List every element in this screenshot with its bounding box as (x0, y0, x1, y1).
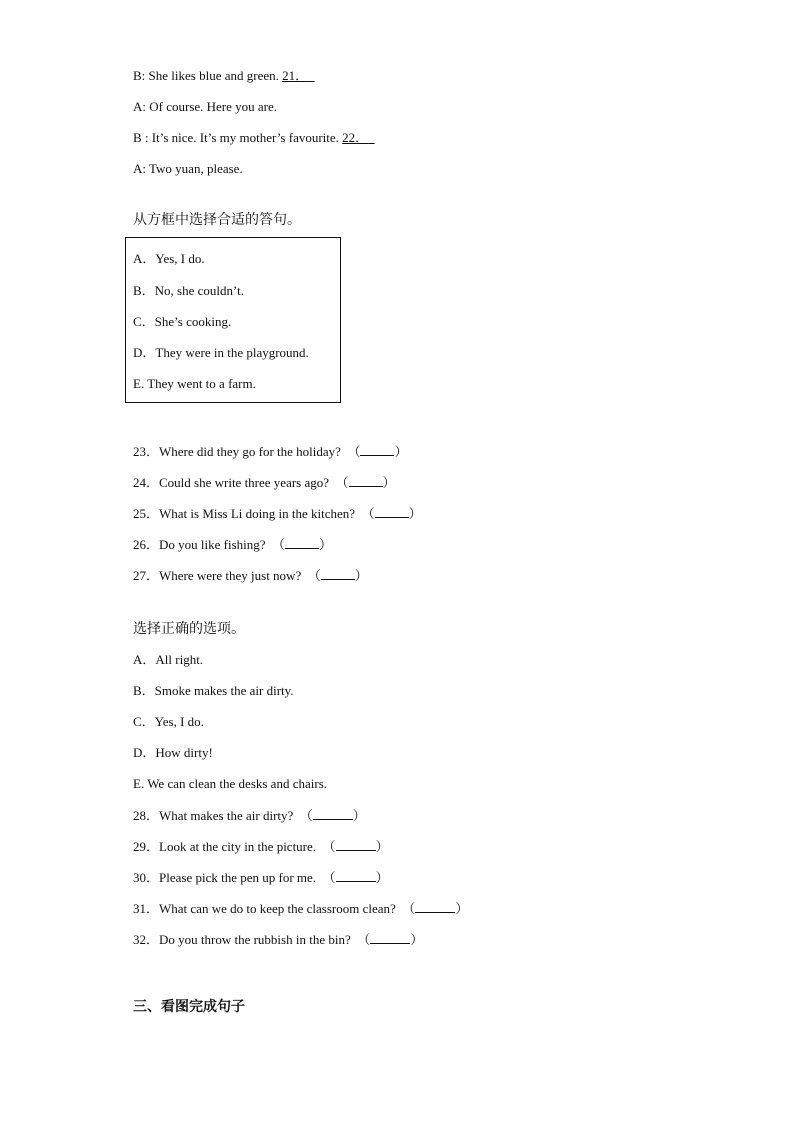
answer-blank-25[interactable] (375, 506, 409, 518)
dialogue-text: B: She likes blue and green. (133, 68, 283, 83)
option-a: A．All right. (133, 652, 204, 667)
answer-blank-28[interactable] (313, 808, 353, 820)
question-25: 25．What is Miss Li doing in the kitchen? （ ） (133, 506, 422, 521)
question-label: 25．What is Miss Li doing in the kitchen? (133, 506, 356, 521)
question-label: 30．Please pick the pen up for me. (133, 870, 317, 885)
dialogue-text: A: Of course. Here you are. (133, 99, 278, 114)
question-label: 23．Where did they go for the holiday? (133, 444, 341, 459)
box-option-a: A．Yes, I do. (133, 251, 205, 266)
options-box (125, 237, 341, 403)
option-b: B．Smoke makes the air dirty. (133, 683, 294, 698)
option-d: D．How dirty! (133, 745, 213, 760)
section1-instruction: 从方框中选择合适的答句。 (133, 213, 301, 228)
question-30: 30．Please pick the pen up for me. （ ） (133, 870, 389, 885)
section3-title: 三、看图完成句子 (133, 1000, 245, 1015)
question-31: 31．What can we do to keep the classroom clean? （ ） (133, 901, 469, 916)
box-option-d: D．They were in the playground. (133, 345, 309, 360)
section2-instruction: 选择正确的选项。 (133, 622, 245, 637)
answer-blank-26[interactable] (285, 537, 319, 549)
question-32: 32．Do you throw the rubbish in the bin? （ ） (133, 932, 424, 947)
question-23: 23．Where did they go for the holiday? （ ） (133, 444, 408, 459)
box-option-c: C．She’s cooking. (133, 314, 232, 329)
question-label: 27．Where were they just now? (133, 568, 302, 583)
question-label: 31．What can we do to keep the classroom clean? (133, 901, 396, 916)
answer-blank-27[interactable] (321, 568, 355, 580)
box-option-b: B．No, she couldn’t. (133, 283, 244, 298)
answer-blank-32[interactable] (370, 932, 410, 944)
answer-blank-24[interactable] (349, 475, 383, 487)
question-label: 26．Do you like fishing? (133, 537, 266, 552)
question-24: 24．Could she write three years ago? （ ） (133, 475, 396, 490)
answer-blank-31[interactable] (415, 901, 455, 913)
box-option-e: E. They went to a farm. (133, 376, 256, 391)
question-28: 28．What makes the air dirty? （ ） (133, 808, 366, 823)
question-label: 29．Look at the city in the picture. (133, 839, 317, 854)
question-label: 32．Do you throw the rubbish in the bin? (133, 932, 351, 947)
answer-blank-29[interactable] (336, 839, 376, 851)
option-e: E. We can clean the desks and chairs. (133, 776, 327, 791)
dialogue-line-2 (133, 99, 277, 115)
answer-blank-21[interactable]: 21． (282, 68, 309, 83)
question-26: 26．Do you like fishing? （ ） (133, 537, 333, 552)
dialogue-text: B : It’s nice. It’s my mother’s favourite. (133, 130, 343, 145)
answer-blank-22[interactable]: 22． (342, 130, 369, 145)
question-label: 24．Could she write three years ago? (133, 475, 330, 490)
dialogue-line-1 (133, 68, 315, 84)
answer-blank-23[interactable] (360, 444, 394, 456)
option-c: C．Yes, I do. (133, 714, 204, 729)
answer-blank-30[interactable] (336, 870, 376, 882)
dialogue-line-4 (133, 161, 243, 177)
question-27: 27．Where were they just now? （ ） (133, 568, 368, 583)
dialogue-text: A: Two yuan, please. (133, 161, 243, 176)
question-29: 29．Look at the city in the picture. （ ） (133, 839, 389, 854)
dialogue-line-3 (133, 130, 375, 146)
question-label: 28．What makes the air dirty? (133, 808, 294, 823)
